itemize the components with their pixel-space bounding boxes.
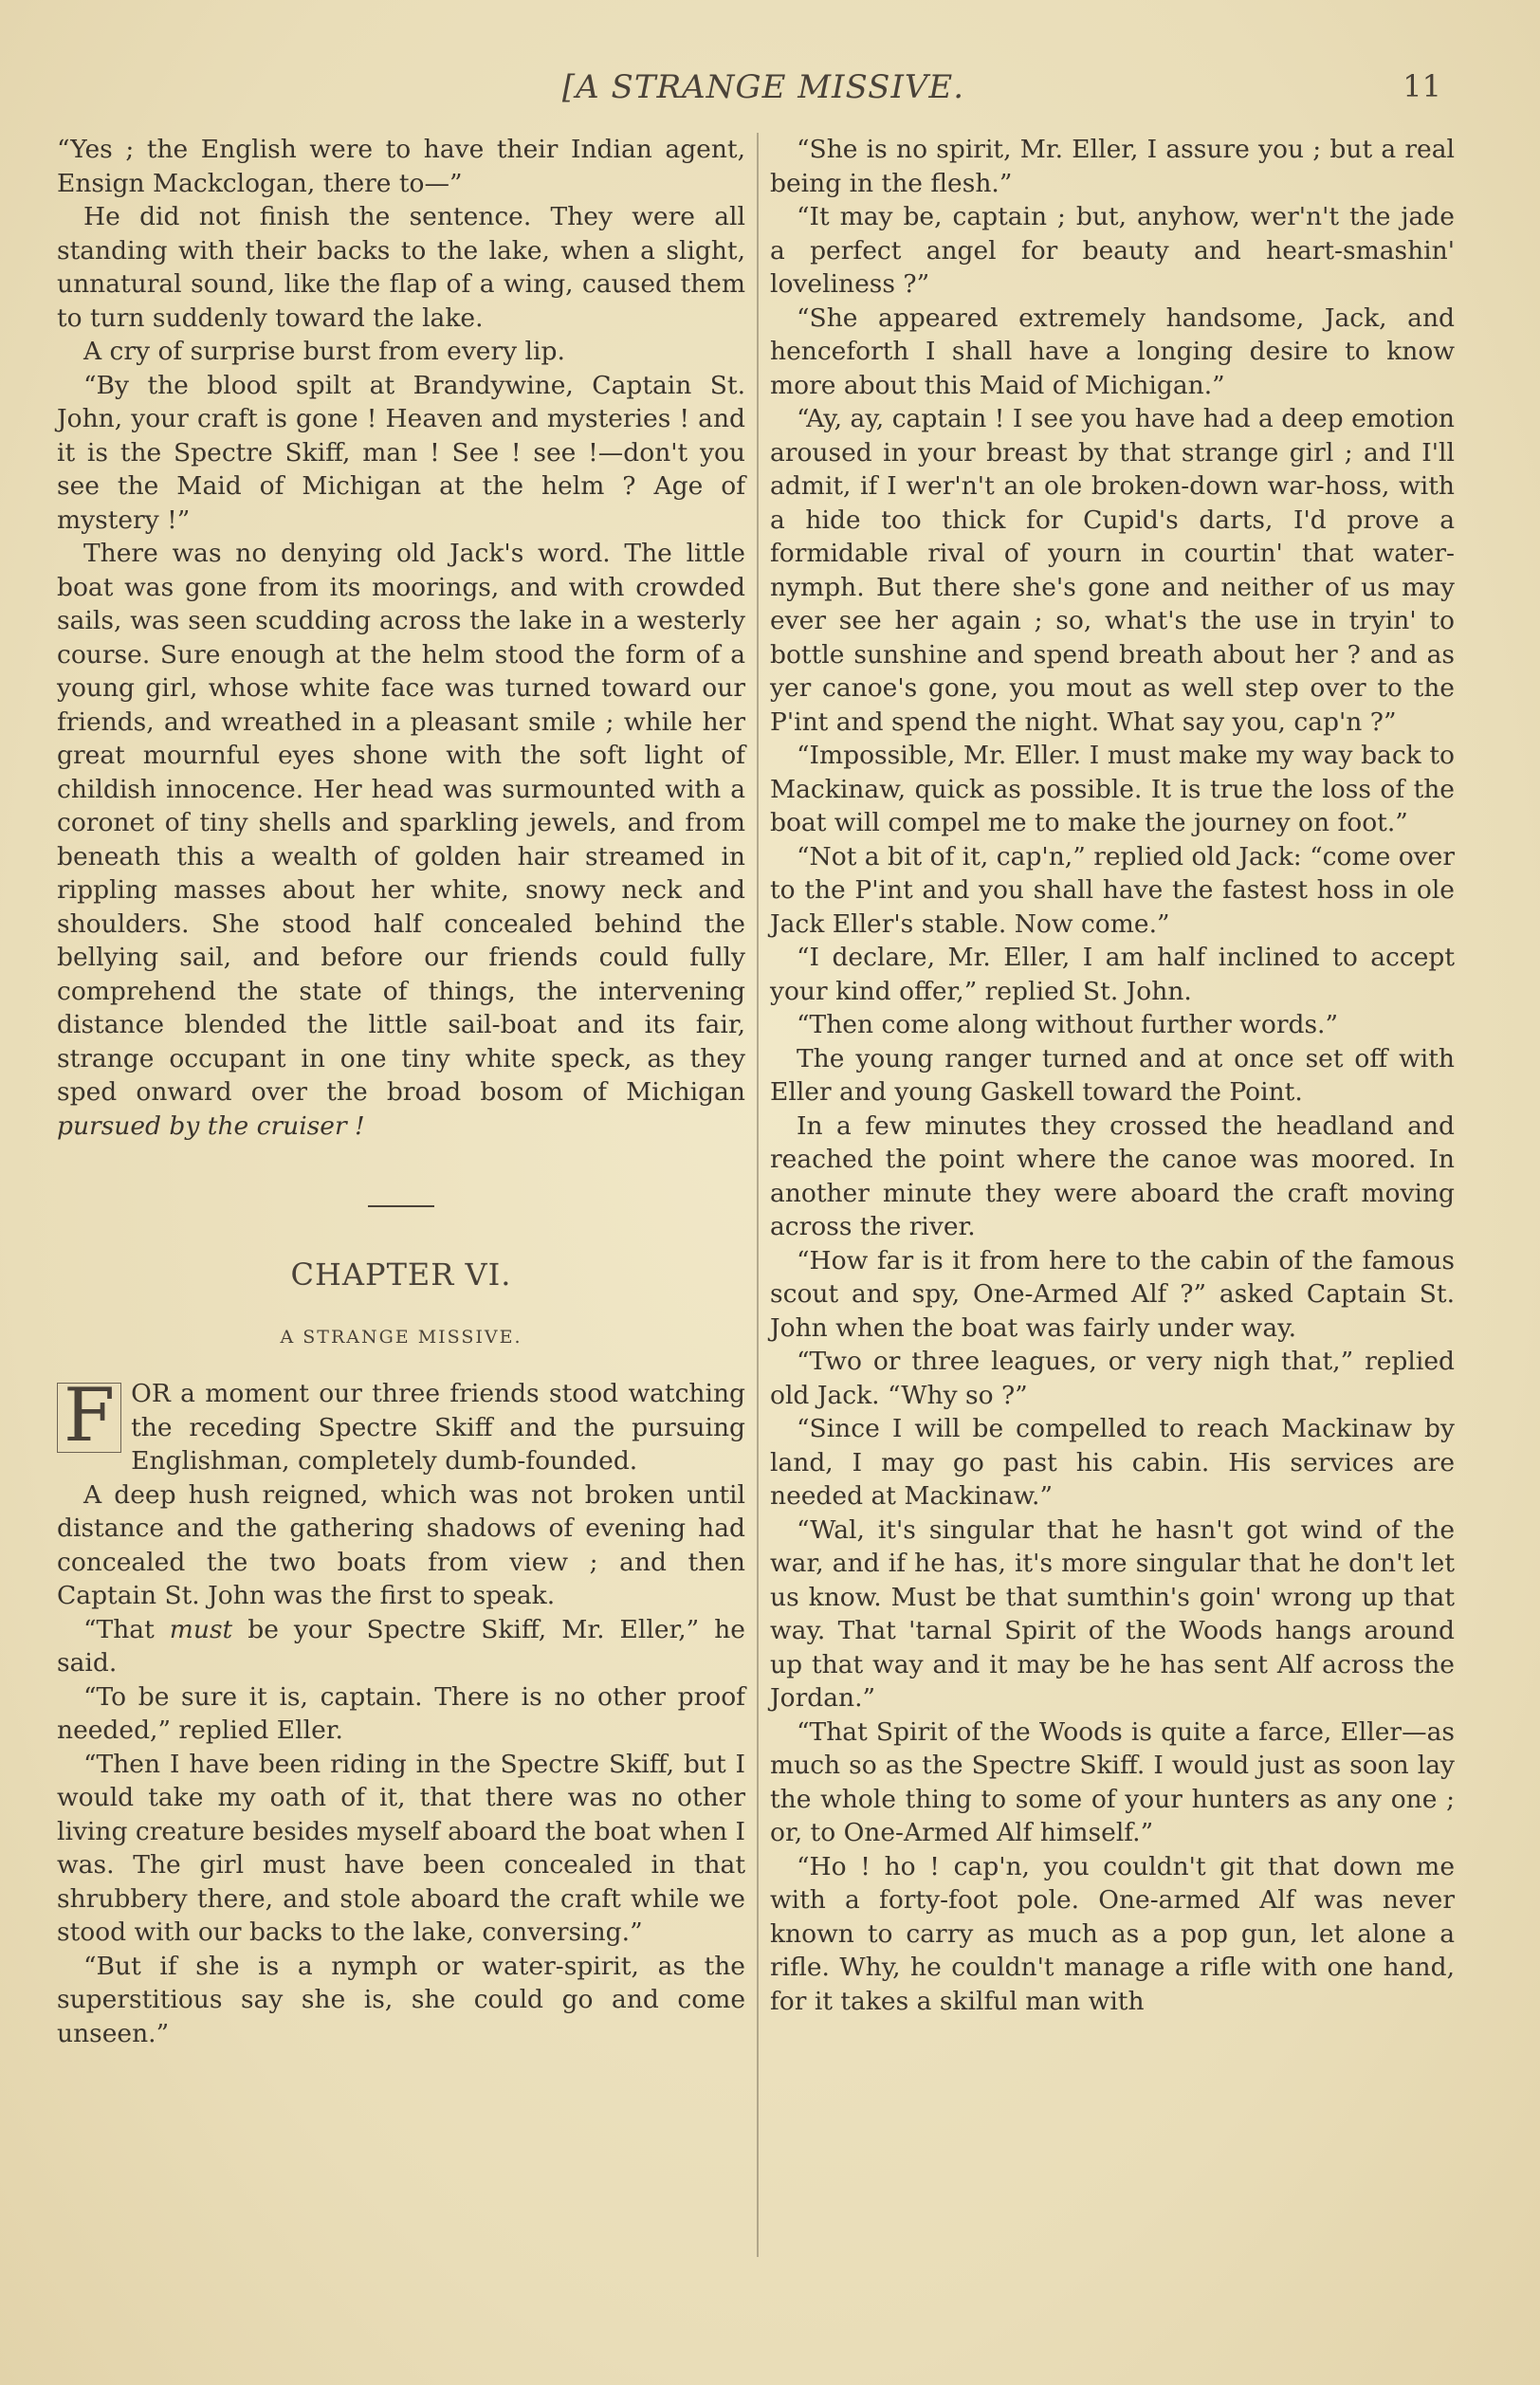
opening-paragraph	[57, 1373, 745, 1478]
paragraph-text: be your Spectre Skiff, Mr. Eller,” he said.	[57, 1614, 745, 1678]
paragraph: In a few minutes they crossed the headland and reached the point where the canoe was moored. In another minute they were aboard the craft moving across the river.	[770, 1110, 1455, 1241]
paragraph: “Yes ; the English were to have their Indian agent, Ensign Mackclogan, there to—”	[57, 135, 745, 198]
paragraph: “But if she is a nymph or water-spirit, as the superstitious say she is, she could go and come unseen.”	[57, 1951, 745, 2048]
italic-word: must	[169, 1614, 233, 1644]
paragraph: “Two or three leagues, or very nigh that,” replied old Jack. “Why so ?”	[770, 1347, 1455, 1410]
page-number: 11	[1402, 68, 1441, 104]
page-header	[57, 68, 1470, 116]
paragraph: A deep hush reigned, which was not broken until distance and the gathering shadows of evening had concealed the two boats from view ; and then Captain St. John was the first to speak.	[57, 1479, 745, 1610]
paragraph: “Then I have been riding in the Spectre Skiff, but I would take my oath of it, that there was no other living creature besides myself aboard the boat when I was. The girl must have been concealed in that shrubbery there, and stole aboard the craft while we stood with our backs to the lake, conversing.”	[57, 1749, 745, 1947]
section-divider	[368, 1205, 434, 1207]
paragraph: He did not finish the sentence. They were all standing with their backs to the lake, when a slight, unnatural sound, like the flap of a wing, caused them to turn suddenly toward the lake.	[57, 202, 745, 333]
paragraph: “She is no spirit, Mr. Eller, I assure you ; but a real being in the flesh.”	[770, 135, 1455, 198]
paragraph: “Not a bit of it, cap'n,” replied old Jack: “come over to the P'int and you shall have the fastest hoss in ole Jack Eller's stable. Now come.”	[770, 841, 1455, 939]
right-column	[770, 133, 1455, 2018]
chapter-title: CHAPTER VI.	[290, 1257, 512, 1293]
paragraph: “Wal, it's singular that he hasn't got wind of the war, and if he has, it's more singular that he don't let us know. Must be that sumthin's goin' wrong up that way. That 'tarnal Spirit of the Woods hangs around up that way and it may be he has sent Alf across the Jordan.”	[770, 1514, 1455, 1713]
paragraph-text: There was no denying old Jack's word. The little boat was gone from its moorings, and with crowded sails, was seen scudding across the lake in a westerly course. Sure enough at the helm stood the form of a young girl, whose white face was turned toward our friends, and wreathed in a pleasant smile ; while her great mournful eyes shone with the soft light of childish innocence. Her head was surmounted with a coronet of tiny shells and sparkling jewels, and from beneath this a wealth of golden hair streamed in rippling masses about her white, snowy neck and shoulders. She stood half concealed behind the bellying sail, and before our friends could fully comprehend the state of things, the intervening distance blended the little sail-boat and its fair, strange occupant in one tiny white speck, as they sped onward over the broad bosom of Michigan	[57, 539, 745, 1107]
paragraph-must	[57, 1613, 745, 1680]
paragraph: “It may be, captain ; but, anyhow, wer'n't the jade a perfect angel for beauty and heart-smashin' loveliness ?”	[770, 202, 1455, 299]
paragraph: “Impossible, Mr. Eller. I must make my way back to Mackinaw, quick as possible. It is true the loss of the boat will compel me to make the journey on foot.”	[770, 741, 1455, 837]
paragraph: “Then come along without further words.”	[797, 1010, 1339, 1039]
paragraph: “Ho ! ho ! cap'n, you couldn't git that down me with a forty-foot pole. One-armed Alf was never known to carry as much as a pop gun, let alone a rifle. Why, he couldn't manage a rifle with one hand, for it takes a skilful man with	[770, 1851, 1455, 2016]
left-column	[57, 133, 745, 2050]
drop-cap-letter: F	[57, 1383, 121, 1453]
italic-phrase: pursued by the cruiser !	[57, 1110, 365, 1141]
opening-text: OR a moment our three friends stood watching the receding Spectre Skiff and the pursuing Englishman, completely dumb-founded.	[131, 1379, 745, 1476]
paragraph: “By the blood spilt at Brandywine, Captain St. John, your craft is gone ! Heaven and mysteries ! and it is the Spectre Skiff, man ! See ! see !—don't you see the Maid of Michigan at the helm ? Age of mystery !”	[57, 370, 745, 535]
paragraph: “Since I will be compelled to reach Mackinaw by land, I may go past his cabin. His services are needed at Mackinaw.”	[770, 1414, 1455, 1511]
paragraph: “Ay, ay, captain ! I see you have had a deep emotion aroused in your breast by that strange girl ; and I'll admit, if I wer'n't an ole broken-down war-hoss, with a hide too thick for Cupid's darts, I'd prove a formidable rival of yourn in courtin' that water-nymph. But there she's gone and neither of us may ever see her again ; so, what's the use in tryin' to bottle sunshine and spend breath about her ? and as yer canoe's gone, you mout as well step over to the P'int and spend the night. What say you, cap'n ?”	[770, 404, 1455, 737]
column-divider-rule	[757, 133, 759, 2257]
paragraph: “How far is it from here to the cabin of the famous scout and spy, One-Armed Alf ?” asked Captain St. John when the boat was fairly under way.	[770, 1245, 1455, 1343]
running-title: [A STRANGE MISSIVE.	[561, 68, 965, 106]
paragraph-text: “That	[83, 1614, 155, 1644]
paragraph-pursued	[57, 537, 745, 1143]
paragraph: “I declare, Mr. Eller, I am half inclined to accept your kind offer,” replied St. John.	[770, 943, 1455, 1006]
paragraph: A cry of surprise burst from every lip.	[83, 337, 565, 366]
paragraph: The young ranger turned and at once set off with Eller and young Gaskell toward the Point.	[770, 1043, 1455, 1107]
paragraph: “To be sure it is, captain. There is no other proof needed,” replied Eller.	[57, 1681, 745, 1745]
chapter-subtitle: A STRANGE MISSIVE.	[280, 1326, 522, 1348]
paragraph: “That Spirit of the Woods is quite a farce, Eller—as much so as the Spectre Skiff. I would just as soon lay the whole thing to some of your hunters as any one ; or, to One-Armed Alf himself.”	[770, 1716, 1455, 1847]
paragraph: “She appeared extremely handsome, Jack, and henceforth I shall have a longing desire to know more about this Maid of Michigan.”	[770, 303, 1455, 400]
